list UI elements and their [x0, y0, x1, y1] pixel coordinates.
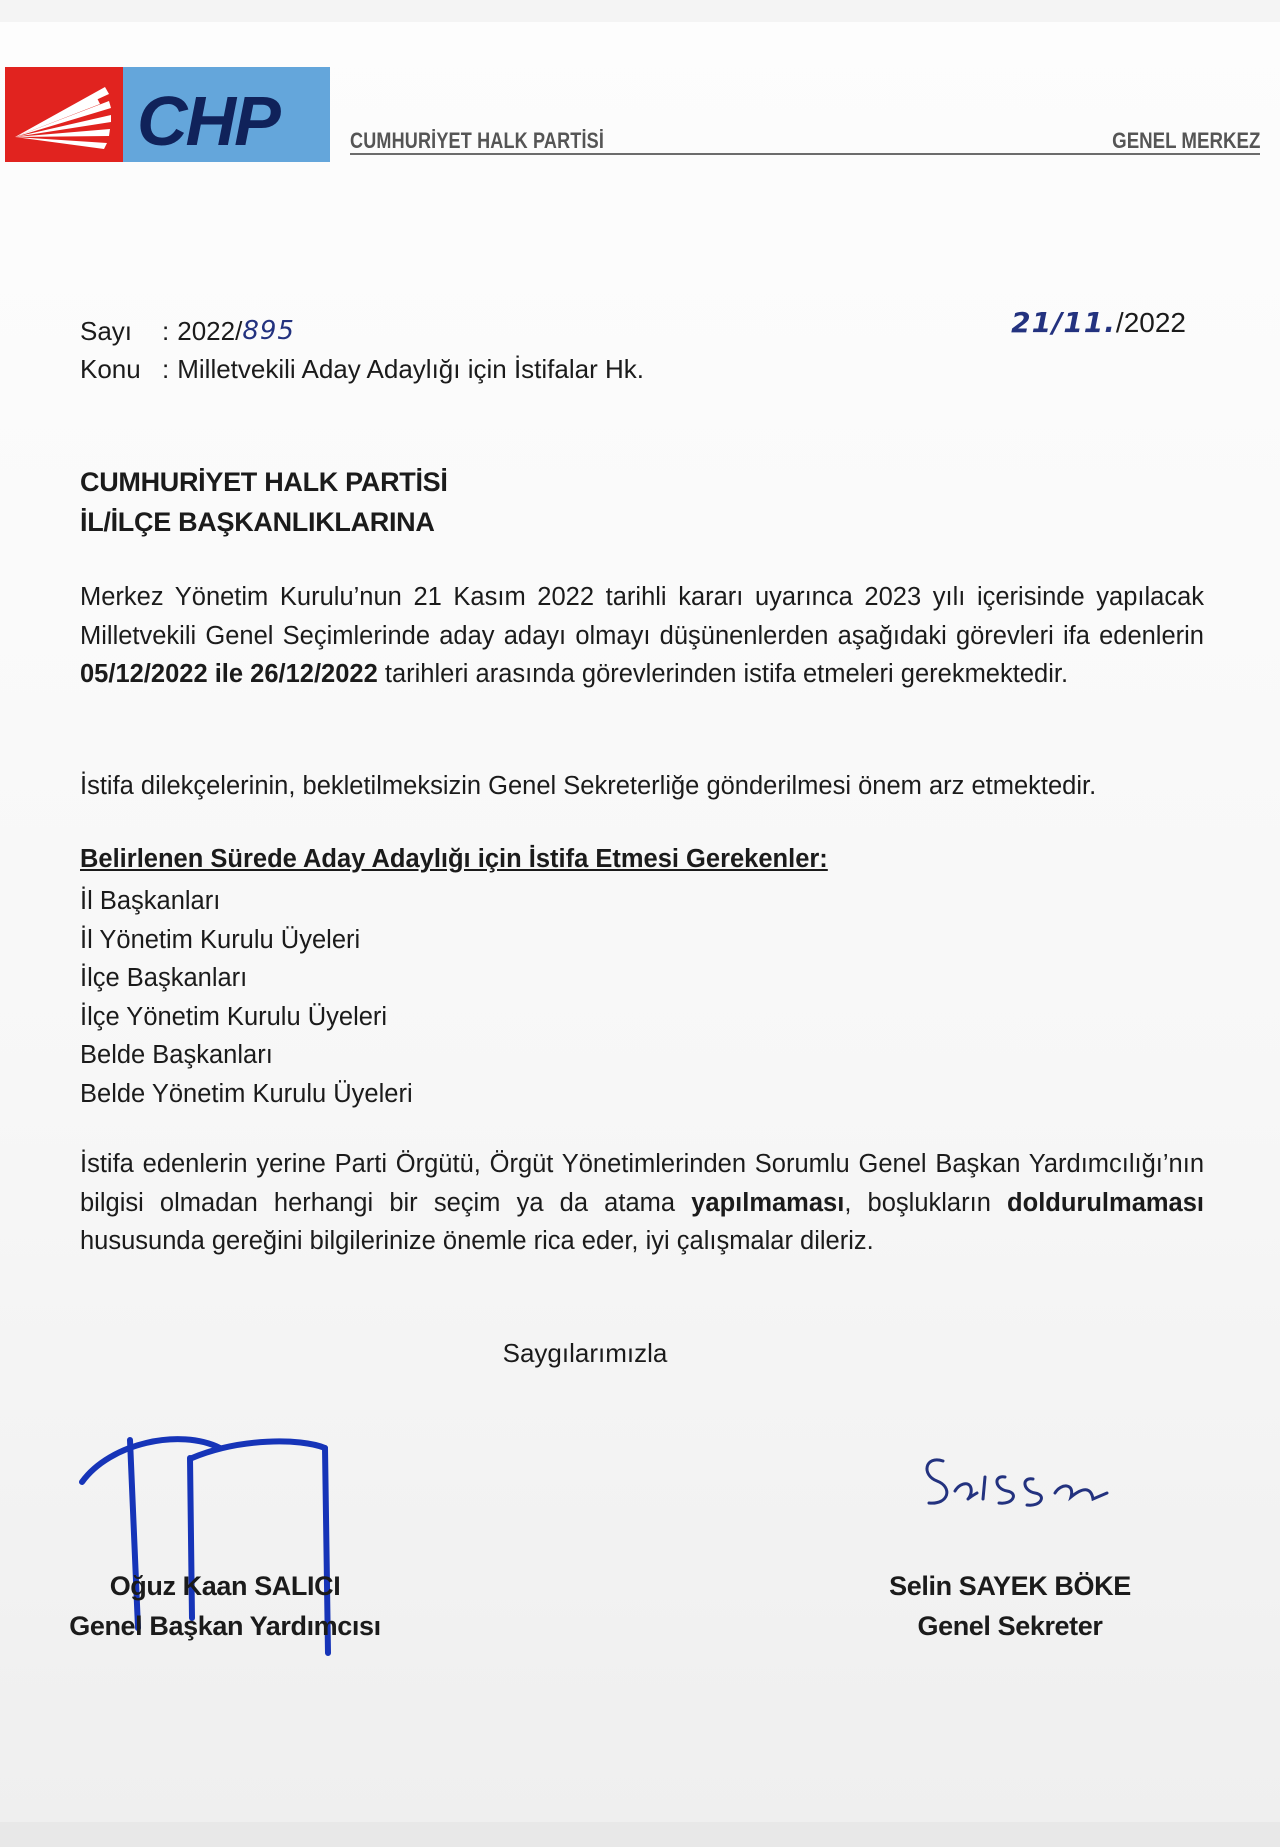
paragraph-3-text-c: hususunda gereğini bilgilerinize önemle rica eder, iyi çalışmalar dileriz.	[80, 1227, 874, 1255]
left-signer-title: Genel Başkan Yardımcısı	[69, 1611, 381, 1641]
paragraph-1-text-a: Merkez Yönetim Kurulu’nun 21 Kasım 2022 tarihli kararı uyarınca 2023 yılı içerisinde yapılacak Milletvekili Genel Seçimlerinde aday adayı olmayı düşünenlerden aşağıdaki görevleri ifa edenlerin	[80, 583, 1204, 650]
party-name: CUMHURİYET HALK PARTİSİ	[350, 128, 604, 153]
right-signature-mark	[915, 1447, 1125, 1522]
paragraph-3	[80, 1145, 1204, 1261]
list-item: İlçe Başkanları	[80, 964, 248, 992]
header-rule	[350, 153, 1260, 155]
closing-salutation: Saygılarımızla	[502, 1338, 668, 1368]
left-signer	[60, 1566, 390, 1646]
list-item: Belde Yönetim Kurulu Üyeleri	[80, 1079, 413, 1108]
number-handwritten: 895	[242, 316, 295, 346]
document-meta	[80, 312, 644, 388]
document-date	[1011, 306, 1186, 339]
paragraph-1	[80, 578, 1204, 694]
office-name: GENEL MERKEZ	[1111, 128, 1260, 153]
chp-logo	[5, 67, 330, 162]
scan-border	[0, 1822, 1280, 1847]
position-list	[80, 882, 413, 1113]
paragraph-3-bold-2: doldurulmaması	[1007, 1188, 1204, 1217]
list-item: İl Başkanları	[80, 887, 221, 915]
paragraph-2: İstifa dilekçelerinin, bekletilmeksizin Genel Sekreterliğe gönderilmesi önem arz etmektedir.	[80, 772, 1097, 800]
logo-text: CHP	[137, 82, 279, 160]
paragraph-3-text-b: , boşlukların	[844, 1188, 1008, 1217]
letter-page	[0, 22, 1280, 1822]
left-signer-name: Oğuz Kaan SALICI	[109, 1571, 341, 1601]
number-label: Sayı	[80, 316, 133, 346]
paragraph-3-bold-1: yapılmaması	[691, 1188, 845, 1217]
date-handwritten: 21/11.	[1011, 306, 1116, 339]
paragraph-1-dates: 05/12/2022 ile 26/12/2022	[80, 660, 378, 688]
list-item: İlçe Yönetim Kurulu Üyeleri	[80, 1002, 388, 1031]
list-heading: Belirlenen Sürede Aday Adaylığı için İstifa Etmesi Gerekenler:	[80, 845, 828, 873]
addressee	[80, 462, 448, 542]
right-signer-title: Genel Sekreter	[917, 1611, 1103, 1641]
subject-row: Konu : Milletvekili Aday Adaylığı için İstifalar Hk.	[80, 350, 644, 388]
list-item: İl Yönetim Kurulu Üyeleri	[80, 925, 361, 954]
number-row: Sayı : 2022/ 895	[80, 312, 644, 350]
addressee-line-1: CUMHURİYET HALK PARTİSİ	[80, 467, 448, 497]
date-year: /2022	[1115, 307, 1186, 338]
number-prefix: 2022/	[177, 316, 243, 346]
paragraph-3-text-a: İstifa edenlerin yerine Parti Örgütü, Örgüt Yönetimlerinden Sorumlu Genel Başkan Yardımcılığı’nın bilgisi olmadan herhangi bir seçim ya da atama	[80, 1150, 1204, 1217]
list-item: Belde Başkanları	[80, 1041, 273, 1069]
right-signer-name: Selin SAYEK BÖKE	[889, 1571, 1131, 1601]
subject-text: Milletvekili Aday Adaylığı için İstifalar Hk.	[177, 354, 644, 384]
addressee-line-2: İL/İLÇE BAŞKANLIKLARINA	[80, 507, 435, 537]
paragraph-1-text-b: tarihleri arasında görevlerinden istifa etmeleri gerekmektedir.	[377, 660, 1069, 688]
right-signer	[855, 1566, 1165, 1646]
subject-label: Konu	[80, 354, 141, 384]
